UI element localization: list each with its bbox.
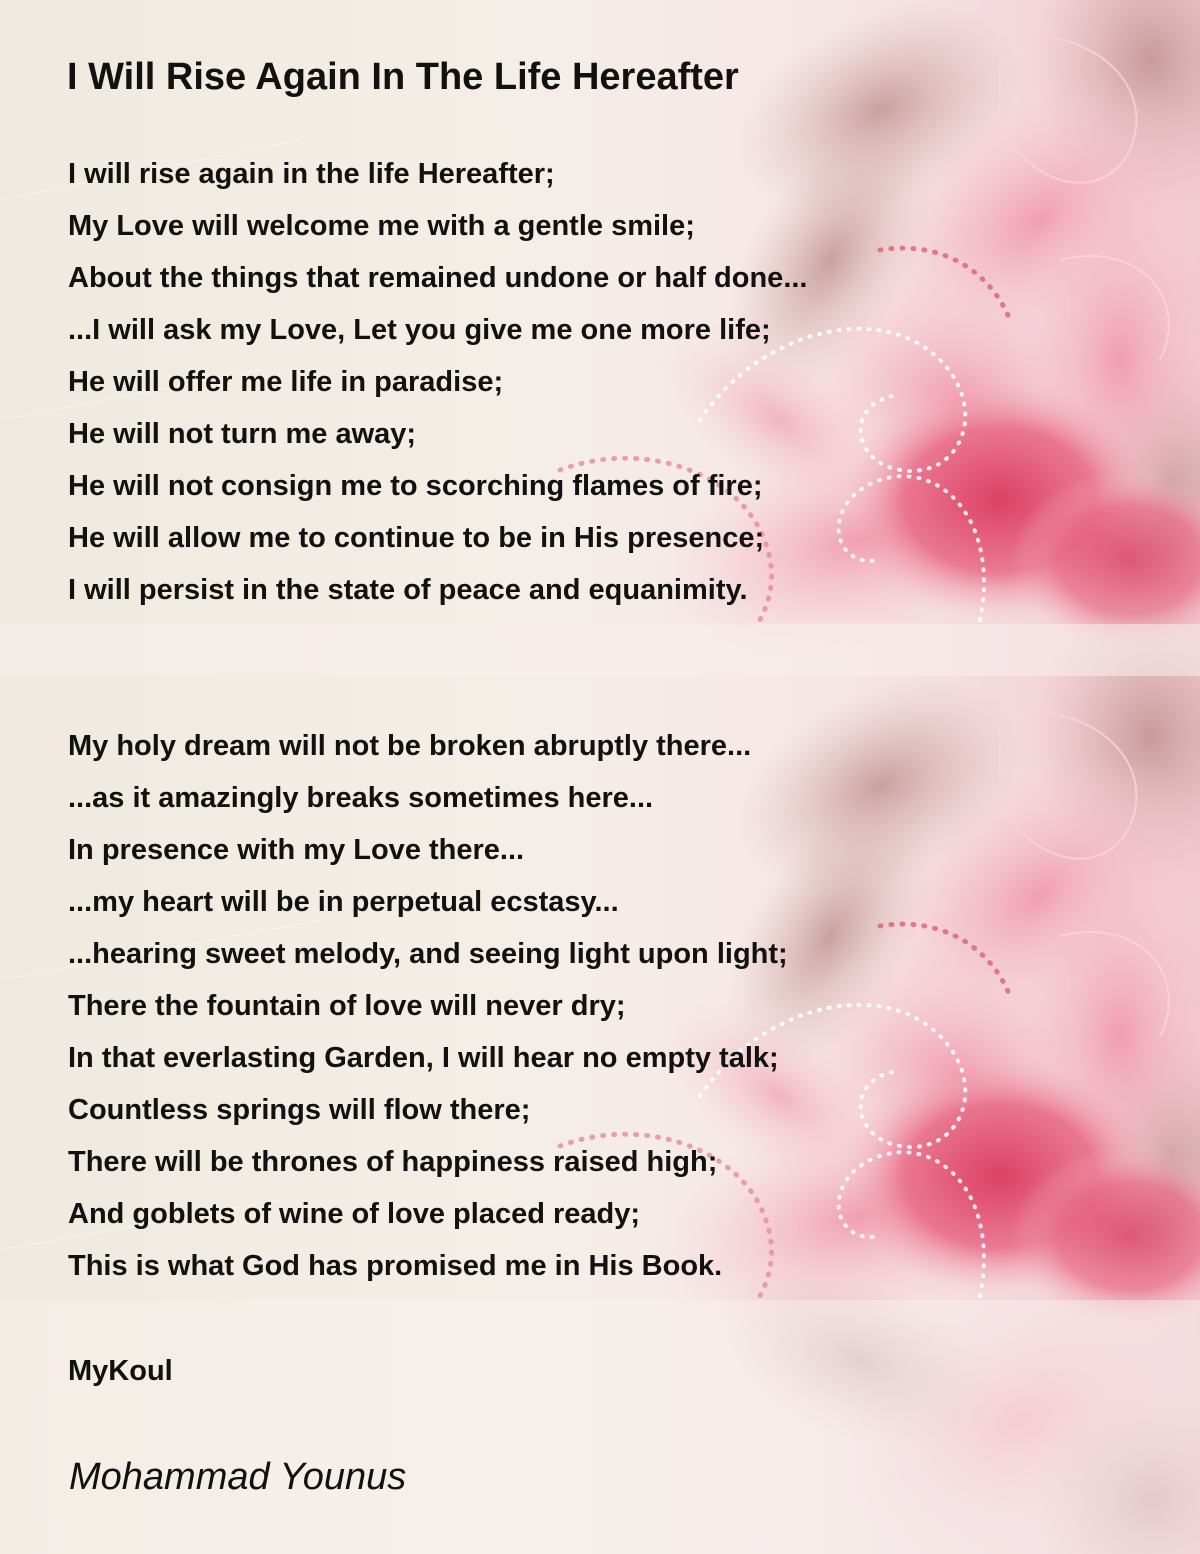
poem-line: He will not consign me to scorching flames of fire; <box>68 470 763 502</box>
poem-line: He will offer me life in paradise; <box>68 366 504 398</box>
poem-line: And goblets of wine of love placed ready; <box>68 1198 641 1230</box>
poem-line: There will be thrones of happiness raised high; <box>68 1146 718 1178</box>
poem-line: ...my heart will be in perpetual ecstasy... <box>68 886 619 918</box>
poem-line: My Love will welcome me with a gentle smile; <box>68 210 695 242</box>
poem-line: About the things that remained undone or half done... <box>68 262 808 294</box>
stanza-2 <box>68 720 788 1292</box>
poem-line: Countless springs will flow there; <box>68 1094 531 1126</box>
poem-line: In presence with my Love there... <box>68 834 525 866</box>
poem-line: There the fountain of love will never dry; <box>68 990 626 1022</box>
poem-line: This is what God has promised me in His Book. <box>68 1250 723 1282</box>
poem-line: He will not turn me away; <box>68 418 417 450</box>
stanza-1 <box>68 148 808 616</box>
poem-line: I will rise again in the life Hereafter; <box>68 158 555 190</box>
poem-signature: MyKoul <box>68 1355 173 1387</box>
poem-line: He will allow me to continue to be in His presence; <box>68 522 765 554</box>
poem-line: I will persist in the state of peace and equanimity. <box>68 574 748 606</box>
poem-line: ...as it amazingly breaks sometimes here... <box>68 782 654 814</box>
poem-line: In that everlasting Garden, I will hear no empty talk; <box>68 1042 779 1074</box>
poem-line: My holy dream will not be broken abruptly there... <box>68 730 752 762</box>
poem-title: I Will Rise Again In The Life Hereafter <box>67 56 739 98</box>
poem-line: ...I will ask my Love, Let you give me one more life; <box>68 314 771 346</box>
author-name: Mohammad Younus <box>69 1456 407 1498</box>
poem-line: ...hearing sweet melody, and seeing light upon light; <box>68 938 788 970</box>
